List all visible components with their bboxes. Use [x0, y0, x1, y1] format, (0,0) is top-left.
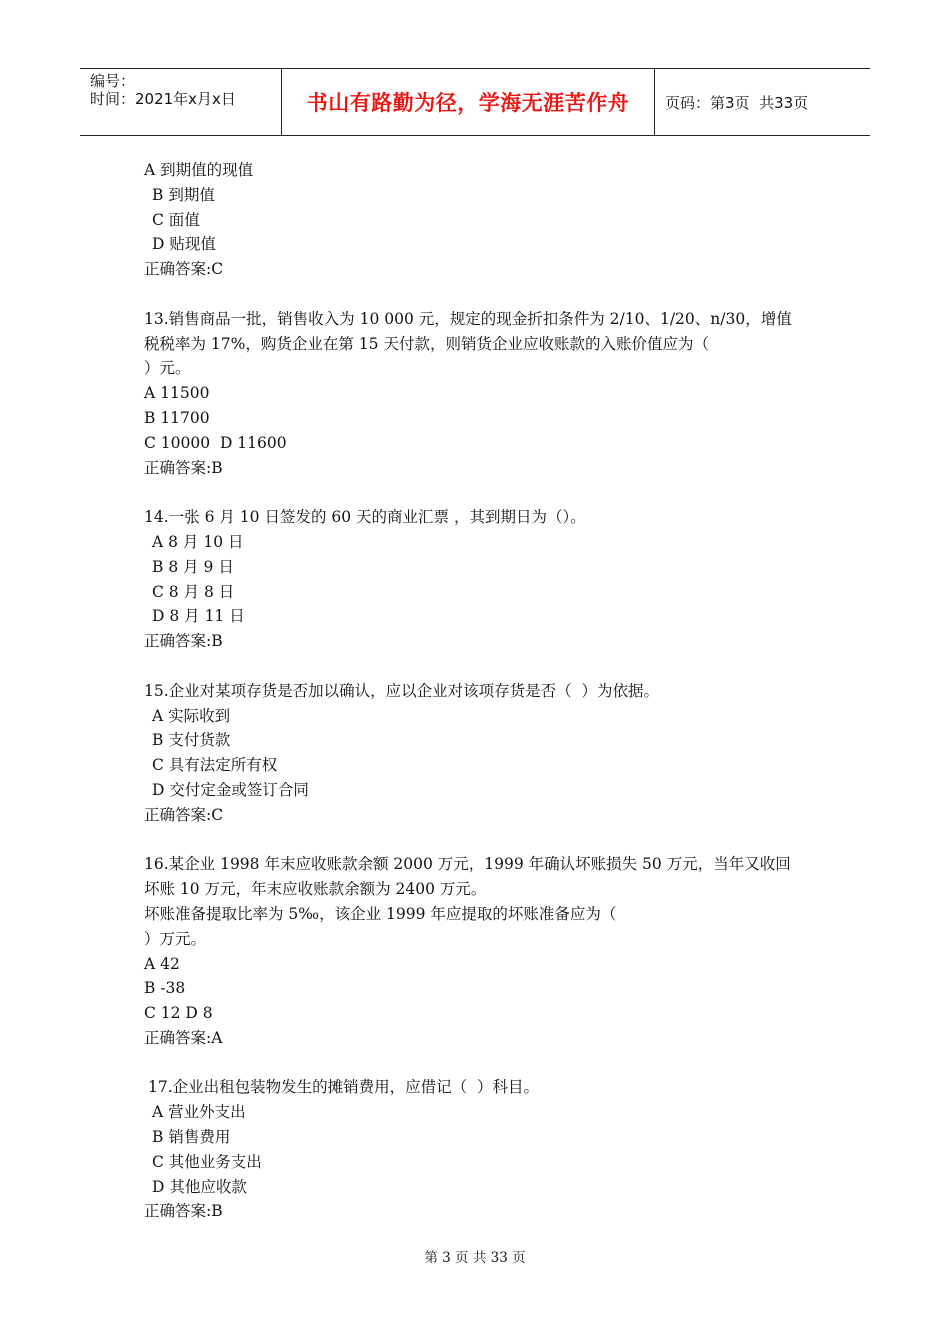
option-a: A 8 月 10 日: [152, 532, 244, 551]
page-footer: 第 3 页 共 33 页: [424, 1250, 526, 1266]
option-b: B 销售费用: [152, 1128, 231, 1147]
header-page-info: 页码：第3页 共33页: [665, 93, 809, 112]
question-text: ）元。: [144, 359, 191, 378]
option-c: C 具有法定所有权: [152, 756, 278, 775]
option-b: B 8 月 9 日: [152, 557, 234, 576]
question-17: [144, 1075, 814, 1224]
correct-answer: 正确答案:C: [144, 805, 224, 824]
question-text: 14.一张 6 月 10 日签发的 60 天的商业汇票 ，其到期日为（）。: [144, 508, 586, 527]
option-a: A 实际收到: [152, 706, 231, 725]
document-body: [144, 158, 814, 1224]
correct-answer: 正确答案:B: [144, 632, 223, 651]
option-d: D 其他应收款: [152, 1177, 247, 1196]
question-text: 16.某企业 1998 年末应收账款余额 2000 万元，1999 年确认坏账损失 50 万元，当年又收回: [144, 855, 791, 874]
option-d: D 交付定金或签订合同: [152, 780, 309, 799]
header-meta: [90, 72, 282, 108]
header-motto: 书山有路勤为径，学海无涯苦作舟: [306, 91, 630, 115]
option-b: B 支付货款: [152, 731, 231, 750]
option-a: A 11500: [144, 384, 210, 403]
option-b: B 到期值: [152, 185, 215, 204]
question-12-tail: [144, 158, 814, 282]
option-a: A 到期值的现值: [144, 161, 254, 179]
header-time-label: 时间：2021年x月x日: [90, 90, 236, 108]
page-header: [80, 68, 870, 136]
correct-answer: 正确答案:B: [144, 458, 223, 477]
question-text: 坏账准备提取比率为 5‰，该企业 1999 年应提取的坏账准备应为（: [144, 904, 617, 923]
question-14: [144, 505, 814, 654]
option-d: D 8 月 11 日: [152, 607, 245, 626]
question-text: 坏账 10 万元，年末应收账款余额为 2400 万元。: [144, 880, 487, 899]
option-c: C 面值: [152, 210, 200, 229]
question-text: ）万元。: [144, 929, 207, 948]
question-text: 13.销售商品一批，销售收入为 10 000 元，规定的现金折扣条件为 2/10、1/20、n/30，增值: [144, 309, 792, 328]
option-a: A 42: [144, 954, 180, 973]
question-13: [144, 307, 814, 481]
question-text: 17.企业出租包装物发生的摊销费用，应借记（ ）科目。: [148, 1078, 540, 1097]
question-16: [144, 852, 814, 1050]
option-b: B 11700: [144, 408, 210, 427]
correct-answer: 正确答案:B: [144, 1202, 223, 1221]
header-number-label: 编号：: [90, 72, 136, 90]
question-text: 15.企业对某项存货是否加以确认，应以企业对该项存货是否（ ）为依据。: [144, 681, 660, 700]
header-divider-right: [654, 69, 655, 135]
option-b: B -38: [144, 979, 186, 998]
option-c: C 其他业务支出: [152, 1152, 262, 1171]
question-text: 税税率为 17%，购货企业在第 15 天付款，则销货企业应收账款的入账价值应为（: [144, 334, 709, 353]
option-c-d: C 10000 D 11600: [144, 433, 287, 452]
correct-answer: 正确答案:C: [144, 260, 224, 279]
option-d: D 贴现值: [152, 235, 216, 254]
option-a: A 营业外支出: [152, 1103, 246, 1122]
option-c: C 8 月 8 日: [152, 582, 235, 601]
correct-answer: 正确答案:A: [144, 1028, 223, 1047]
option-c-d: C 12 D 8: [144, 1004, 213, 1023]
question-15: [144, 679, 814, 828]
